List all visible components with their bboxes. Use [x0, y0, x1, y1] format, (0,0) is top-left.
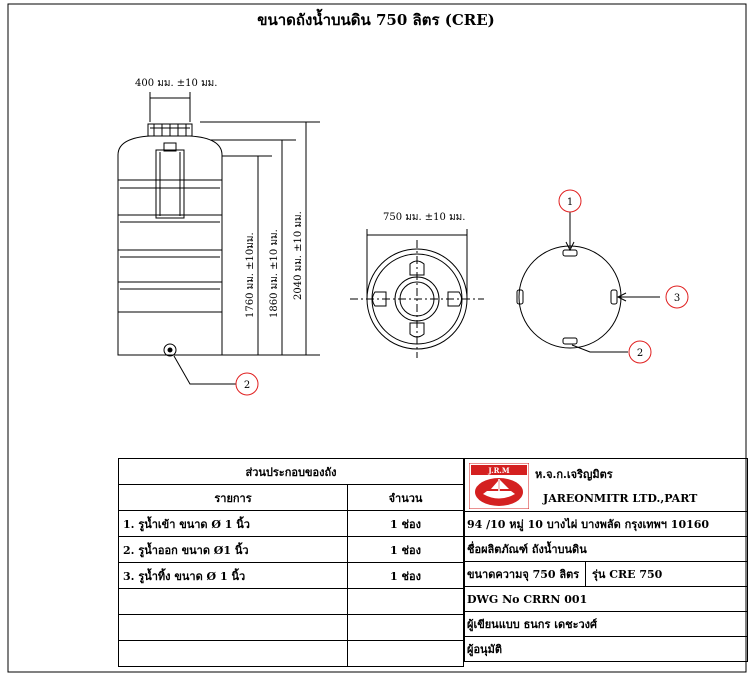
part-qty: 1 ช่อง — [348, 537, 464, 563]
part-item: 1. รูน้ำเข้า ขนาด Ø 1 นิ้ว — [119, 511, 348, 537]
capacity: ขนาดความจุ 750 ลิตร — [465, 562, 586, 586]
bottom-callout-3-number: 3 — [673, 293, 681, 304]
bottom-callout-3 — [666, 286, 688, 308]
empty-cell — [348, 615, 464, 641]
dwg-row — [464, 587, 748, 612]
empty-cell — [119, 641, 348, 667]
empty-cell — [119, 615, 348, 641]
parts-table-caption: ส่วนประกอบของถัง — [119, 459, 464, 485]
side-callout-2-number: 2 — [243, 380, 251, 391]
side-view — [118, 92, 320, 384]
table-row — [119, 563, 464, 589]
capacity-row — [464, 562, 748, 587]
dim-1860-label: 1860 มม. ±10 มม. — [269, 229, 280, 318]
bottom-callout-2 — [629, 341, 651, 363]
side-callout-2 — [236, 373, 258, 395]
product-name: ชื่อผลิตภัณฑ์ ถังน้ำบนดิน — [467, 543, 587, 556]
company-name-en: JAREONMITR LTD.,PART — [543, 492, 698, 505]
dwg-number: DWG No CRRN 001 — [467, 592, 588, 606]
col-qty-header: จำนวน — [348, 485, 464, 511]
table-row — [119, 511, 464, 537]
col-item-header: รายการ — [119, 485, 348, 511]
drawing-title: ขนาดถังน้ำบนดิน 750 ลิตร (CRE) — [257, 11, 495, 29]
title-block — [464, 458, 748, 662]
model: รุ่น CRE 750 — [592, 568, 663, 581]
bottom-callout-1-number: 1 — [566, 197, 574, 208]
company-name-th: ห.จ.ก.เจริญมิตร — [535, 468, 613, 481]
table-row — [119, 589, 464, 615]
dim-2040-label: 2040 มม. ±10 มม. — [293, 211, 304, 300]
part-qty: 1 ช่อง — [348, 511, 464, 537]
parts-table — [118, 458, 464, 667]
dim-1760-label: 1760 มม. ±10มม. — [245, 232, 256, 318]
table-row — [119, 537, 464, 563]
company-logo-icon — [469, 463, 529, 509]
part-qty: 1 ช่อง — [348, 563, 464, 589]
bottom-callout-1 — [559, 190, 581, 212]
empty-cell — [348, 641, 464, 667]
part-item: 3. รูน้ำทิ้ง ขนาด Ø 1 นิ้ว — [119, 563, 348, 589]
drawer-row — [464, 612, 748, 637]
part-item: 2. รูน้ำออก ขนาด Ø1 นิ้ว — [119, 537, 348, 563]
side-top-dim-label: 400 มม. ±10 มม. — [135, 78, 218, 89]
address-row — [464, 512, 748, 537]
bottom-callout-2-number: 2 — [636, 348, 644, 359]
table-row — [119, 641, 464, 667]
approver-row — [464, 637, 748, 662]
bottom-view — [517, 212, 660, 352]
drawer: ผู้เขียนแบบ ธนกร เดชะวงศ์ — [467, 618, 598, 631]
empty-cell — [348, 589, 464, 615]
empty-cell — [119, 589, 348, 615]
product-row — [464, 537, 748, 562]
address: 94 /10 หมู่ 10 บางไผ่ บางพลัด กรุงเทพฯ 10160 — [467, 518, 710, 531]
top-view-dim-label: 750 มม. ±10 มม. — [383, 212, 466, 223]
company-header — [464, 458, 748, 512]
table-row — [119, 615, 464, 641]
logo-text: J.R.M — [488, 466, 510, 475]
approver: ผู้อนุมัติ — [467, 643, 502, 656]
top-view — [350, 229, 484, 358]
